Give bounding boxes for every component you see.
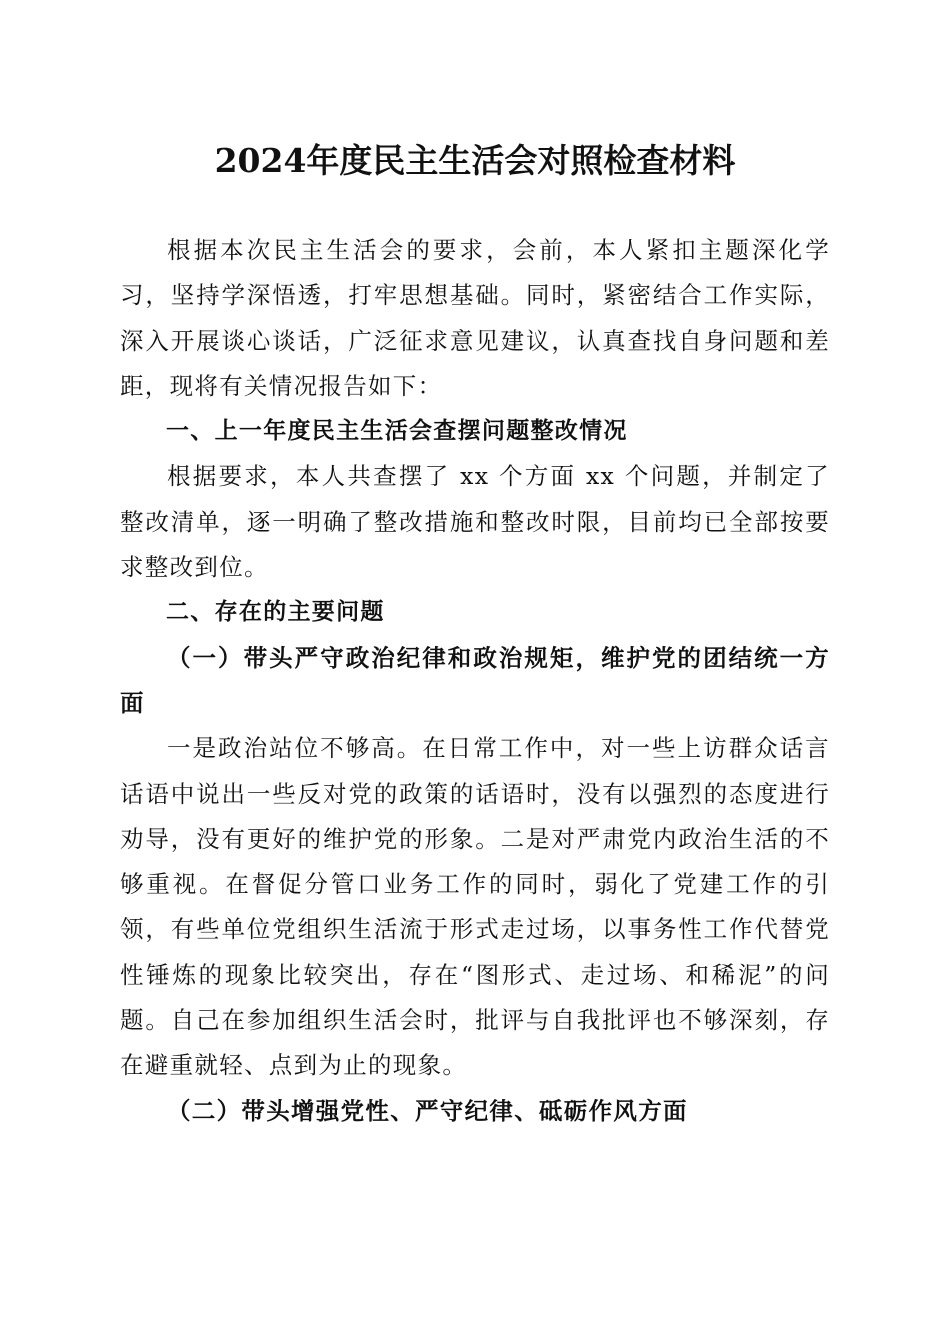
section-heading-2: 二、存在的主要问题 [166,599,385,626]
document-title: 2024年度民主生活会对照检查材料 [214,141,736,180]
document-body [120,228,830,1134]
subsection-heading-2: （二）带头增强党性、严守纪律、砥砺作风方面 [167,1096,688,1125]
section-1-paragraph: 根据要求，本人共查摆了 xx 个方面 xx 个问题，并制定了整改清单，逐一明确了整改措施和整改时限，目前均已全部按要求整改到位。 [120,462,830,582]
intro-paragraph: 根据本次民主生活会的要求，会前，本人紧扣主题深化学习，坚持学深悟透，打牢思想基础。同时，紧密结合工作实际，深入开展谈心谈话，广泛征求意见建议，认真查找自身问题和差距，现将有关情况报告如下： [120,236,830,400]
subsection-1-paragraph: 一是政治站位不够高。在日常工作中，对一些上访群众话言话语中说出一些反对党的政策的话语时，没有以强烈的态度进行劝导，没有更好的维护党的形象。二是对严肃党内政治生活的不够重视。在督促分管口业务工作的同时，弱化了党建工作的引领，有些单位党组织生活流于形式走过场，以事务性工作代替党性锤炼的现象比较突出，存在“图形式、走过场、和稀泥”的问题。自己在参加组织生活会时，批评与自我批评也不够深刻，存在避重就轻、点到为止的现象。 [120,734,830,1080]
subsection-heading-1: （一）带头严守政治纪律和政治规矩，维护党的团结统一方面 [120,643,830,717]
section-heading-1: 一、上一年度民主生活会查摆问题整改情况 [166,418,628,445]
